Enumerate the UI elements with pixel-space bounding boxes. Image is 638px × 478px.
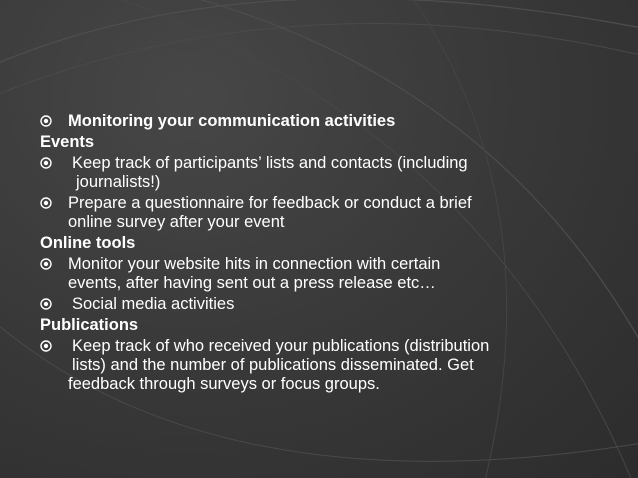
bullet-line: journalists!) [76, 173, 161, 191]
bullet-line: events, after having sent out a press release etc… [68, 274, 436, 292]
bullet-item [38, 295, 598, 314]
section-heading-online-tools: Online tools [40, 234, 136, 252]
bullet-item [38, 194, 598, 232]
section-heading-publications: Publications [40, 316, 139, 334]
circled-dot-bullet-icon [40, 340, 52, 352]
bullet-line: Social media activities [72, 295, 235, 313]
bullet-item [38, 154, 598, 192]
section-heading-events: Events [40, 133, 95, 151]
bullet-line: Keep track of participants’ lists and contacts (including [72, 154, 468, 172]
bullet-lead [38, 112, 598, 131]
bullet-line: feedback through surveys or focus groups. [68, 375, 380, 393]
circled-dot-bullet-icon [40, 157, 52, 169]
bullet-line: lists) and the number of publications disseminated. Get [72, 356, 474, 374]
bullet-item [38, 255, 598, 293]
circled-dot-bullet-icon [40, 258, 52, 270]
bullet-line: Keep track of who received your publications (distribution [72, 337, 490, 355]
bullet-line: online survey after your event [68, 213, 285, 231]
lead-text: Monitoring your communication activities [68, 112, 396, 130]
bullet-item [38, 337, 598, 394]
circled-dot-bullet-icon [40, 298, 52, 310]
circled-dot-bullet-icon [40, 197, 52, 209]
circled-dot-bullet-icon [40, 115, 52, 127]
bullet-line: Prepare a questionnaire for feedback or conduct a brief [68, 194, 472, 212]
bullet-line: Monitor your website hits in connection with certain [68, 255, 441, 273]
slide-body [38, 112, 598, 396]
